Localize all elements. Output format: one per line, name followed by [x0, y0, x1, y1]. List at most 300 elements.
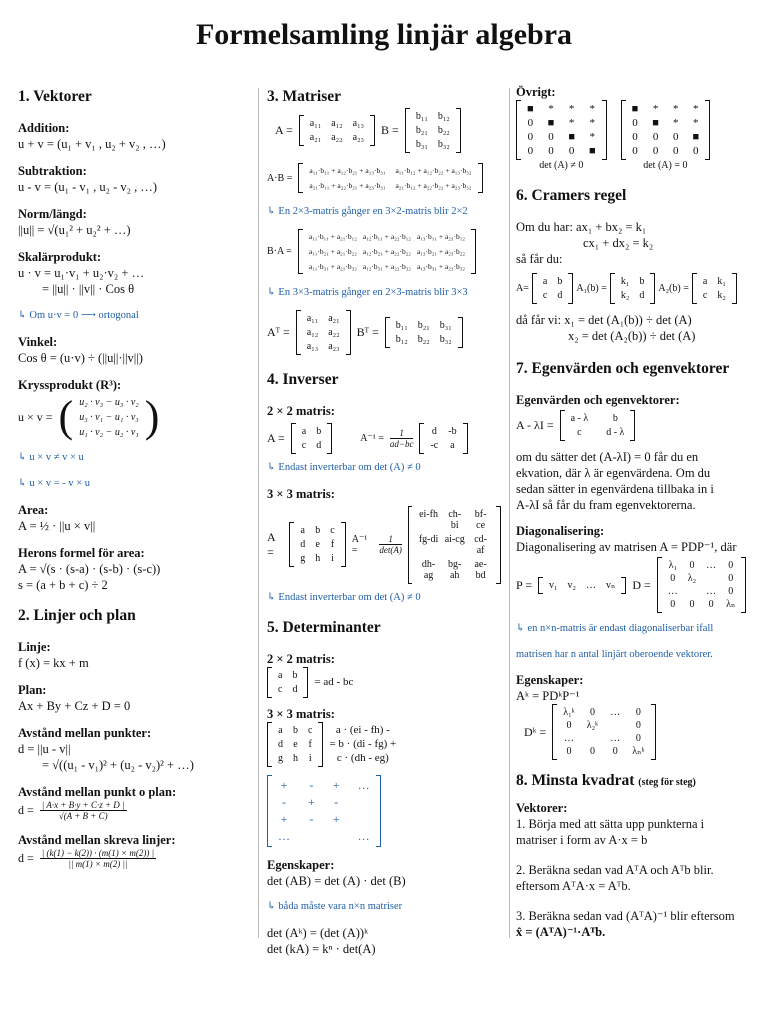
diag-text: Diagonalisering av matrisen A = PDP⁻¹, där [516, 540, 737, 554]
cramer-A2-label: A₂(b) = [658, 283, 689, 294]
addition-formula: u + v = (u₁ + v₁ , u₂ + v₂ , …) [18, 137, 166, 151]
matrix-cell: c [577, 427, 582, 438]
D-label: D = [632, 577, 651, 592]
matrix-cell: bg-ah [448, 558, 462, 581]
matrix-cell: f [330, 539, 335, 550]
matrix-cell: -b [448, 426, 457, 437]
egen-sub-label: Egenvärden och egenvektorer: [516, 393, 680, 407]
matrix-cell: b [612, 413, 618, 424]
matrix-cell: g [300, 553, 306, 564]
matrix-cell: -c [430, 440, 439, 451]
skreva-label: Avstånd mellan skreva linjer: [18, 832, 176, 847]
matrix-cell: 0 [548, 131, 554, 143]
matrix-cell [333, 829, 340, 844]
heron-formula-2: s = (a + b + c) ÷ 2 [18, 577, 108, 592]
matrix-cell: 0 [728, 586, 734, 597]
matrix-cell: k₂ [717, 290, 726, 301]
BA-label: B·A = [267, 246, 292, 257]
matrix-cell: b₃₂ [437, 139, 450, 150]
matrix-cell: … [563, 733, 574, 744]
matrix-cell: + [280, 777, 288, 792]
matrix-cell: * [568, 103, 575, 115]
P-label: P = [516, 577, 532, 592]
inv-3x3-label: 3 × 3 matris: [267, 486, 335, 501]
punktplan-lhs: d = [18, 802, 34, 817]
matrix-cell: a [702, 276, 708, 287]
matrix-cell: d - λ [606, 427, 625, 438]
ovrigt-label: Övrigt: [516, 85, 556, 99]
matrix-cell: ■ [547, 117, 555, 129]
linje-label: Linje: [18, 639, 51, 654]
skalar-note: ↳ Om u·v = 0 ⟶ ortogonal [18, 309, 139, 321]
B-label: B = [381, 123, 399, 137]
matrix-cell: 0 [635, 720, 641, 731]
matrix-cell: a₁₂·b₁₁ + a₂₂·b₁₂ [362, 232, 411, 241]
matrix-cell: ■ [568, 131, 575, 143]
singular-matrix [621, 100, 710, 160]
matrix-cell: h [293, 752, 298, 764]
matrix-cell [358, 795, 370, 810]
vinkel-formula: Cos θ = (u·v) ÷ (||u||·||v||) [18, 350, 143, 365]
det-property: det (kA) = kⁿ · det(A) [267, 941, 376, 956]
diag-note: matrisen har n antal linjärt oberoende vektorer. [516, 648, 713, 660]
matrix-cell: d [300, 539, 306, 550]
minsta-step: eftersom AᵀA·x = Aᵀb. [516, 879, 631, 893]
matrix-cell: i [308, 752, 312, 764]
matrix-cell: - [309, 811, 314, 826]
matrix-cell: bf-ce [474, 508, 487, 531]
det-3x3-result: c · (dh - eg) [336, 752, 389, 764]
plan-formula: Ax + By + Cz + D = 0 [18, 698, 131, 713]
skalar-label: Skalärprodukt: [18, 250, 102, 264]
matrix-cell: * [693, 103, 699, 115]
skreva-lhs: d = [18, 850, 34, 865]
matrix-cell: 0 [527, 117, 534, 129]
det-matrix-3 [267, 722, 323, 767]
minsta-label: Vektorer: [516, 801, 568, 815]
A-label: A = [275, 123, 293, 137]
egen-text: A-λI så får du fram egenvektorerna. [516, 498, 696, 512]
matrix-cell: a₁₁ [309, 118, 322, 129]
matrix-cell: a₂₁ [309, 132, 322, 143]
section-heading-matriser: 3. Matriser [267, 88, 342, 105]
matrix-cell: fg-di [418, 533, 439, 545]
matrix-cell: 0 [728, 560, 734, 571]
matrix-cell: v₁ [549, 579, 558, 591]
matrix-cell: a₁₃ [306, 341, 319, 352]
matrix-cell: … [278, 828, 290, 843]
det-property: det (AB) = det (A) · det (B) [267, 873, 406, 888]
column-divider [258, 88, 259, 938]
matrix-cell: 0 [589, 707, 595, 718]
matrix-cell: + [308, 794, 315, 809]
matrix-cell: 0 [566, 720, 572, 731]
matrix-cell: a₂₂ [331, 132, 343, 143]
matrix-cell: a₁₁·b₁₁ + a₂₁·b₁₂ [308, 232, 357, 241]
det-property-note: ↳ båda måste vara n×n matriser [267, 901, 403, 912]
matrix-cell: 0 [632, 131, 638, 143]
diag-label: Diagonalisering: [516, 524, 605, 538]
matrix-cell: ei-fh [419, 508, 438, 520]
matrix-cell: a₂₃ [352, 132, 365, 143]
matrix-cell: b₁₁ [395, 320, 408, 331]
det-3x3-result: = b · (di - fg) + [329, 738, 397, 750]
matrix-cell: a₁₁·b₃₁ + a₂₁·b₃₂ [308, 262, 357, 271]
column-divider [509, 88, 510, 938]
matrix-B [405, 108, 461, 153]
matrix-cell: - [282, 794, 286, 809]
ovrigt-caption: det (A) ≠ 0 [539, 160, 584, 171]
matrix-cell: 0 [689, 599, 695, 610]
cramer-line: x₂ = det (A₂(b)) ÷ det (A) [568, 329, 696, 343]
Dk-label: Dᵏ = [524, 724, 547, 739]
kryss-row: u₃ · v₁ − u₁ · v₃ [79, 411, 139, 423]
matrix-cell: b [293, 724, 298, 736]
matrix-cell: … [706, 586, 717, 597]
matrix-cell: λ₁ᵏ [563, 707, 575, 718]
punkter-formula: d = ||u - v|| [18, 741, 71, 756]
punktplan-label: Avstånd mellan punkt o plan: [18, 784, 177, 799]
matrix-cell: c [330, 525, 335, 536]
matrix-cell [706, 573, 716, 584]
matrix-cell: b₂₂ [417, 334, 430, 345]
matrix-cell: d [292, 683, 298, 695]
matrix-cell [308, 829, 315, 844]
matrix-cell: a₁₃ [352, 118, 365, 129]
matrix-cell: ■ [652, 117, 659, 129]
matrix-cell: k₂ [620, 290, 630, 301]
matrix-cell: b₂₁ [417, 320, 430, 331]
matrix-cell: a [450, 440, 455, 451]
egen-text: sedan sätter in egenvärdena tillbaka in i [516, 482, 714, 496]
matrix-cell: d [639, 290, 645, 301]
skalar-formula: u · v = u₁·v₁ + u₂·v₂ + … [18, 266, 145, 280]
inv-matrix-A3-inverse [408, 506, 501, 584]
matrix-BT [385, 317, 463, 348]
matrix-cell: - [334, 794, 339, 809]
matrix-cell: 0 [566, 746, 572, 757]
AT-label: Aᵀ = [267, 325, 290, 339]
BA-note: ↳ En 3×3-matris gånger en 2×3-matris blir 3×3 [267, 286, 468, 298]
matrix-cell: c [278, 683, 283, 695]
matrix-cell: a₁₃·b₃₁ + a₂₃·b₃₂ [416, 262, 465, 271]
matrix-AB [298, 163, 482, 193]
matrix-cell: 0 [670, 599, 676, 610]
subtraktion-formula: u - v = (u₁ - v₁ , u₂ - v₂ , …) [18, 180, 158, 194]
matrix-cell: ch-bi [448, 508, 462, 531]
matrix-cell: + [332, 777, 340, 792]
matrix-cell: f [308, 738, 312, 750]
ovrigt-caption: det (A) = 0 [643, 160, 688, 171]
matrix-cell: a₁₂·b₂₁ + a₂₂·b₂₂ [362, 247, 411, 256]
matrix-cell: cd-af [474, 533, 487, 556]
matrix-cell: … [357, 828, 370, 843]
minsta-step: 1. Börja med att sätta upp punkterna i [516, 817, 705, 831]
cramer-A-label: A= [516, 283, 529, 294]
matrix-cell: a - λ [570, 413, 589, 424]
inv-2x2-note: ↳ Endast inverterbar om det (A) ≠ 0 [267, 462, 421, 473]
inv-label: A⁻¹ = [360, 433, 384, 444]
minsta-step: x̂ = (AᵀA)⁻¹·Aᵀb. [516, 925, 606, 939]
matrix-cell: b₁₂ [437, 111, 450, 122]
BT-label: Bᵀ = [356, 325, 379, 339]
section-heading-inverser: 4. Inverser [267, 371, 339, 388]
matrix-cell: b [315, 525, 321, 536]
section-heading-cramer: 6. Cramers regel [516, 187, 627, 204]
matrix-cell: c [702, 290, 708, 301]
inv-fraction: $\frac{1}{ad-bc}$ [389, 428, 414, 449]
matrix-cell: 0 [728, 573, 734, 584]
matrix-cell: i [331, 553, 334, 564]
matrix-cell: a₂₁·b₁₁ + a₂₂·b₂₁ + a₂₃·b₃₁ [309, 181, 386, 190]
matrix-cell: λₙ [726, 599, 736, 610]
det-2x2-result: = ad - bc [314, 676, 354, 688]
inv-3x3-note: ↳ Endast inverterbar om det (A) ≠ 0 [267, 591, 421, 603]
cramer-matrix-A2 [692, 273, 737, 304]
matrix-cell: * [589, 103, 596, 115]
matrix-cell: d [557, 290, 563, 301]
matrix-cell: b [316, 426, 322, 437]
matrix-cell: vₙ [606, 579, 616, 591]
section-heading-vektorer: 1. Vektorer [18, 88, 92, 105]
matrix-cell: b₁₂ [395, 334, 408, 345]
matrix-cell [358, 812, 370, 827]
matrix-cell: b₃₁ [439, 320, 452, 331]
matrix-cell: * [652, 103, 659, 115]
area-label: Area: [18, 502, 49, 517]
upper-triangular-matrix [516, 100, 607, 160]
matrix-cell: * [589, 117, 596, 129]
matrix-cell: g [278, 752, 283, 764]
addition-label: Addition: [18, 121, 70, 135]
matrix-cell: d [431, 426, 437, 437]
section-heading-determinanter: 5. Determinanter [267, 618, 381, 636]
matrix-cell: a [300, 525, 305, 536]
cramer-line: cx₁ + dx₂ = k₂ [583, 236, 654, 250]
minsta-step: matriser i form av A·x = b [516, 833, 648, 847]
matrix-cell: b₂₂ [437, 125, 450, 136]
matrix-cell: 0 [672, 131, 679, 143]
kryss-note: ↳ u × v ≠ v × u [18, 452, 84, 463]
kryss-lhs: u × v = [18, 409, 53, 424]
matrix-cell: k₁ [717, 276, 726, 287]
cramer-matrix-A1 [610, 273, 656, 304]
matrix-cell: a₂₁·b₁₂ + a₂₂·b₂₂ + a₂₃·b₃₂ [395, 181, 472, 190]
matrix-cell: b₃₂ [439, 334, 452, 345]
punkter-formula-2: = √((u₁ - v₁)² + (u₂ - v₂)² + …) [42, 757, 194, 772]
matrix-cell: a₂₂ [328, 327, 340, 338]
matrix-cell: ae-bd [474, 558, 487, 581]
heron-label: Herons formel för area: [18, 545, 145, 560]
sign-matrix [267, 775, 381, 847]
matrix-cell: a₁₂·b₃₁ + a₂₂·b₃₂ [362, 262, 411, 271]
matrix-cell: 0 [548, 145, 554, 157]
matrix-cell: 0 [612, 746, 618, 757]
matrix-cell: b₁₁ [415, 111, 428, 122]
matrix-cell: … [667, 586, 678, 597]
matrix-cell: v₂ [567, 579, 576, 591]
matrix-cell: b [639, 276, 645, 287]
matrix-cell: 0 [527, 131, 534, 143]
matrix-cell: 0 [589, 746, 595, 757]
heron-formula: A = √(s · (s-a) · (s-b) · (s-c)) [18, 561, 161, 576]
matrix-cell: b [292, 669, 298, 681]
matrix-cell: a₂₁ [328, 313, 340, 324]
matrix-cell: a [278, 669, 283, 681]
matrix-cell: 0 [652, 145, 659, 157]
egen-text: om du sätter det (A-λI) = 0 får du en [516, 450, 699, 464]
plan-label: Plan: [18, 682, 47, 697]
matrix-cell: a₁₁·b₁₁ + a₁₂·b₂₁ + a₁₃·b₃₁ [309, 166, 386, 175]
cramer-line: då får vi: x₁ = det (A₁(b)) ÷ det (A) [516, 313, 692, 327]
egen-text: ekvation, där λ är egenvärdena. Om du [516, 466, 711, 480]
det-2x2-label: 2 × 2 matris: [267, 651, 335, 666]
section-heading-linjer: 2. Linjer och plan [18, 606, 136, 624]
kryss-label: Kryssprodukt (R³): [18, 377, 122, 392]
inv-matrix-A2 [291, 423, 332, 454]
matrix-cell: 0 [672, 145, 679, 157]
matrix-cell: ■ [527, 103, 534, 115]
kryss-row: u₂ · v₃ − u₃ · v₂ [79, 396, 139, 408]
matrix-cell: * [548, 103, 554, 115]
matrix-cell: a₁₂ [331, 118, 343, 129]
AB-note: ↳ En 2×3-matris gånger en 3×2-matris blir 2×2 [267, 205, 468, 217]
det-property: det (Aᵏ) = (det (A))ᵏ [267, 925, 369, 940]
matrix-BA [298, 229, 476, 274]
column-2 [267, 88, 501, 957]
cramer-line: Om du har: ax₁ + bx₂ = k₁ [516, 220, 647, 234]
matrix-cell: b₂₁ [415, 125, 428, 136]
matrix-cell: dh-ag [421, 558, 436, 581]
matrix-cell: d [316, 440, 322, 451]
matrix-cell: 0 [652, 131, 659, 143]
matrix-cell: k₁ [620, 276, 630, 287]
matrix-cell: a [301, 426, 307, 437]
matrix-cell: 0 [635, 707, 641, 718]
inv-matrix-A2-inverse [419, 423, 467, 454]
matrix-cell: a₁₁·b₁₂ + a₁₂·b₂₂ + a₁₃·b₃₂ [395, 166, 472, 175]
norm-formula: ||u|| = √(u₁² + u₂² + …) [18, 223, 131, 237]
matrix-cell: * [693, 117, 699, 129]
matrix-cell: + [280, 811, 288, 826]
matrix-cell: … [586, 579, 596, 591]
matrix-cell: - [309, 777, 314, 792]
linje-formula: f (x) = kx + m [18, 655, 89, 670]
matrix-cell: a₁₂ [306, 327, 319, 338]
det-egenskaper-label: Egenskaper: [267, 857, 335, 872]
matrix-cell: d [278, 738, 283, 750]
matrix-cell: 0 [693, 145, 699, 157]
matrix-cell: a₁₁·b₂₁ + a₂₁·b₂₂ [308, 247, 357, 256]
inv-2x2-label: 2 × 2 matris: [267, 404, 335, 418]
matrix-cell: 0 [527, 145, 534, 157]
matrix-cell: 0 [670, 573, 676, 584]
punkter-label: Avstånd mellan punkter: [18, 725, 152, 740]
matrix-cell: * [672, 117, 679, 129]
diag-note: ↳ en n×n-matris är endast diagonaliserbar ifall [516, 623, 714, 634]
matrix-cell: a [542, 276, 548, 287]
kryss-row: u₁ · v₂ − u₂ · v₁ [79, 426, 139, 438]
inv-fraction: $\frac{1}{\det(A)}$ [379, 534, 402, 555]
matrix-cell: b₃₁ [415, 139, 428, 150]
cramer-matrix-A [532, 273, 573, 304]
egensk-formula: Aᵏ = PDᵏP⁻¹ [516, 689, 580, 703]
norm-label: Norm/längd: [18, 207, 87, 221]
matrix-cell: 0 [708, 599, 714, 610]
egen-lhs: A - λI = [516, 418, 554, 432]
inv-label: A⁻¹ = [351, 533, 368, 556]
matrix-cell: λ₂ [687, 573, 697, 584]
matrix-cell: b [557, 276, 563, 287]
matrix-cell: a₂₃ [328, 341, 340, 352]
matrix-AT [296, 310, 351, 355]
subtraktion-label: Subtraktion: [18, 164, 87, 178]
matrix-P [538, 577, 626, 594]
page-title: Formelsamling linjär algebra [195, 18, 573, 51]
matrix-A [299, 115, 375, 146]
A-label: A = [267, 529, 276, 559]
inv-matrix-A3 [289, 522, 345, 567]
vinkel-label: Vinkel: [18, 334, 58, 349]
matrix-cell: 0 [568, 145, 575, 157]
section-heading-minsta: 8. Minsta kvadrat (steg för steg) [516, 772, 696, 789]
matrix-cell: a₁₃·b₁₁ + a₂₃·b₁₂ [416, 232, 465, 241]
matrix-cell: … [610, 707, 621, 718]
det-3x3-label: 3 × 3 matris: [267, 706, 335, 721]
matrix-cell [587, 733, 599, 744]
egen-matrix [560, 410, 636, 441]
A-label: A = [267, 431, 285, 445]
cramer-line: så får du: [516, 252, 563, 266]
matrix-cell [688, 586, 696, 597]
skalar-formula-2: = ||u|| · ||v|| · Cos θ [42, 282, 135, 296]
matrix-cell: ■ [588, 145, 596, 157]
matrix-cell: 0 [632, 117, 638, 129]
matrix-cell: * [589, 131, 596, 143]
section-heading-egen: 7. Egenvärden och egenvektorer [516, 360, 730, 377]
matrix-Dk [552, 704, 655, 760]
cramer-A1-label: A₁(b) = [576, 283, 607, 294]
matrix-cell: e [315, 539, 320, 550]
matrix-cell: … [610, 733, 621, 744]
column-3 [516, 84, 762, 940]
matrix-cell: a₁₃·b₂₁ + a₂₃·b₂₂ [416, 247, 465, 256]
matrix-cell [610, 720, 620, 731]
AB-label: A·B = [267, 172, 293, 184]
det-3x3-result: a · (ei - fh) - [335, 724, 390, 736]
matrix-cell: c [308, 724, 313, 736]
matrix-cell: λₙᵏ [632, 746, 645, 757]
matrix-cell: e [293, 738, 298, 750]
matrix-D [657, 557, 747, 613]
skreva-fraction: $\frac{| (k(1) - k(2)) \cdot (m(1) \times m(2)) |}{|| m(1) \times m(2) ||}$ [41, 847, 155, 869]
matrix-cell: 0 [635, 733, 641, 744]
matrix-cell: 0 [632, 145, 638, 157]
matrix-cell: c [301, 440, 307, 451]
kryss-note: ↳ u × v = - v × u [18, 477, 91, 489]
column-1: 1. Vektorer Addition: u + v = (u₁ + v₁ , u₂ + v₂ , …) Subtraktion: u - v = (u₁ - v₁ , u₂ - v₂ , …) Norm/längd: ||u|| = √(u₁² + u₂² + …) Skalärprodukt: u · v = u₁·v₁ + u₂·v₂ + … = ||u|| · ||v|| · Cos θ ↳ Om u·v = 0 ⟶ ortogonal Vinkel: Cos θ = (u·v) ÷ (||u||·||v||) Kryssprodukt (R³): u × v = ( u₂ · v₃ − u₃ · v₂ u₃ · v₁ − u₁ · v₃ u₁ · v₂ − u₂ · v₁ ) ↳ u × v ≠ v × u ↳ u × v = - v × u Area: A = ½ · ||u × v|| Herons formel för area: A = √(s · (s-a) · (s-b) · (s-c)) s = (a + b + c) ÷ 2 2. Linjer och plan Linje: f (x) = kx + m Plan: Ax + By + Cz + D = 0 Avstånd mellan punkter: d = ||u - v|| = √((u₁ - v₁)² + (u₂ - v₂)² + …) Avstånd mellan punkt o plan: d = $\frac{| A\cdot x + B\cdot y + C\cdot z + D |}{√(A + B + C)}$ Avstånd mellan skreva linjer: d = $\frac{| (k(1) - k(2)) \cdot (m(1) \times m(2)) |}{|| m(1) \times m(2) ||}$ [18, 88, 248, 880]
area-formula: A = ½ · ||u × v|| [18, 518, 96, 533]
matrix-cell: ■ [631, 103, 639, 115]
egensk-label: Egenskaper: [516, 673, 584, 687]
matrix-cell: c [542, 290, 548, 301]
matrix-cell: h [315, 553, 321, 564]
matrix-cell: ■ [692, 131, 700, 143]
matrix-cell: a₁₁ [306, 313, 319, 324]
matrix-cell: λ₁ [668, 560, 677, 571]
matrix-cell: 0 [689, 560, 695, 571]
minsta-step: 2. Beräkna sedan vad AᵀA och Aᵀb blir. [516, 863, 714, 877]
